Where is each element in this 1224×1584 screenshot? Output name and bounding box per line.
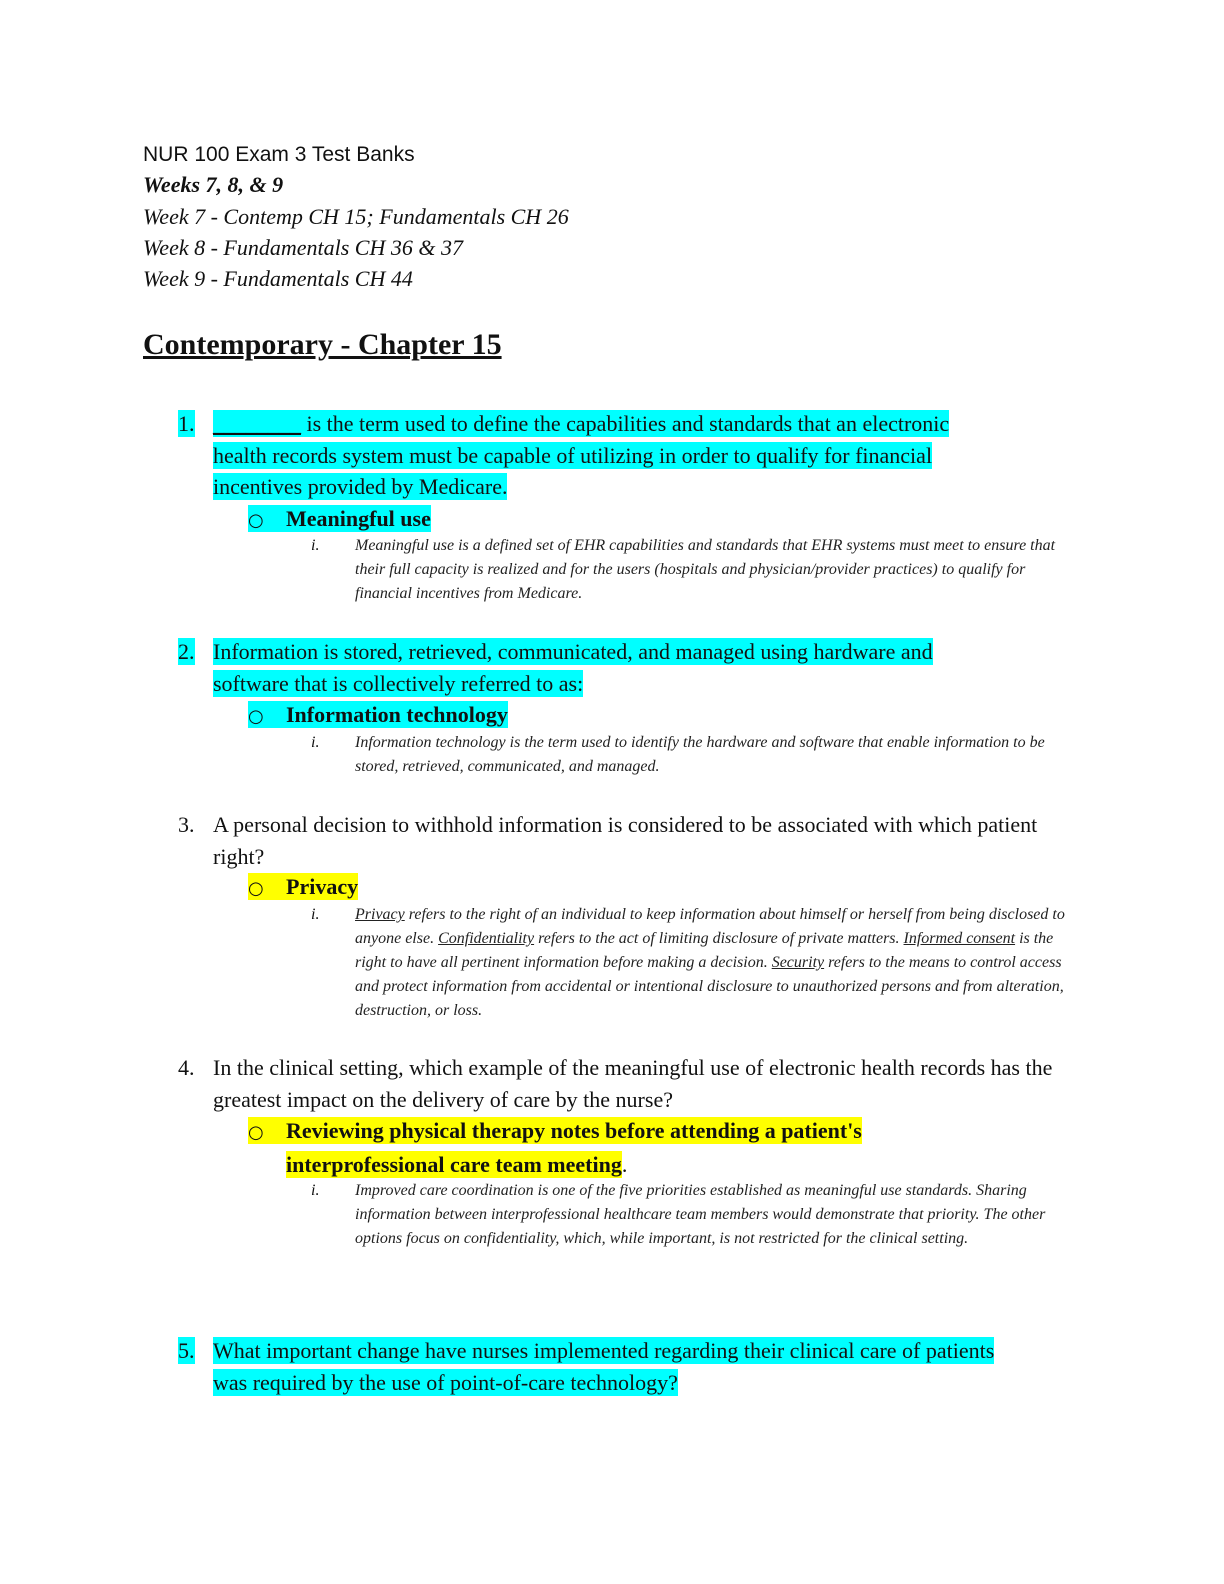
term-privacy: Privacy xyxy=(355,906,405,923)
answer: ○ Meaningful use xyxy=(248,503,948,537)
question-text: In the clinical setting, which example of the meaningful use of electronic health records has the greatest impact on the delivery of care by the nurse? xyxy=(213,1055,1053,1112)
week-9-line: Week 9 - Fundamentals CH 44 xyxy=(143,266,413,291)
term-security: Security xyxy=(771,954,825,971)
bullet-icon: ○ xyxy=(248,510,264,531)
rationale-number: i. xyxy=(311,537,320,554)
answer: ○ Reviewing physical therapy notes before attending a patient's interprofessional care team meeting. xyxy=(248,1118,862,1177)
rationale-number: i. xyxy=(311,734,320,751)
question-text: A personal decision to withhold information is considered to be associated with which patient right? xyxy=(213,812,1038,869)
answer: ○ Information technology xyxy=(248,699,948,733)
question-text: ________ is the term used to define the capabilities and standards that an electronic health records system must be capable of utilizing in order to qualify for financial incentives provided by Medicare. xyxy=(213,411,950,499)
rationale-number: i. xyxy=(311,906,320,923)
question-number: 4. xyxy=(178,1055,195,1080)
rationale: Privacy refers to the right of an individual to keep information about himself or herself from being disclosed to anyone else. Confidentiality refers to the act of limiting disclosure of private matters. Informed consent is the right to have all pertinent information before making a decision. Security refers to the means to control access and protect information from accidental or intentional disclosure to unauthorized persons and from alteration, destruction, or loss. xyxy=(355,906,1065,1019)
term-informed-consent: Informed consent xyxy=(903,930,1016,947)
chapter-heading: Contemporary - Chapter 15 xyxy=(143,328,502,361)
bullet-icon: ○ xyxy=(248,878,264,899)
week-8-line: Week 8 - Fundamentals CH 36 & 37 xyxy=(143,235,463,260)
rationale: Meaningful use is a defined set of EHR capabilities and standards that EHR systems must meet to ensure that their full capacity is realized and for the users (hospitals and physician/provider practices) to qualify for financial incentives from Medicare. xyxy=(355,537,1056,602)
weeks-range: Weeks 7, 8, & 9 xyxy=(143,172,284,197)
question-number: 3. xyxy=(178,812,195,837)
question-text: Information is stored, retrieved, communicated, and managed using hardware and software that is collectively referred to as: xyxy=(213,639,933,696)
question-number: 1. xyxy=(178,411,195,436)
bullet-icon: ○ xyxy=(248,706,264,727)
rationale: Improved care coordination is one of the five priorities established as meaningful use standards. Sharing information between interprofessional healthcare team members would demonstrate that priority. The other options focus on confidentiality, which, while important, is not restricted for the clinical setting. xyxy=(355,1182,1046,1247)
question-number: 5. xyxy=(178,1338,195,1363)
fill-in-blank: ________ xyxy=(213,411,301,436)
question-number: 2. xyxy=(178,639,195,664)
rationale: Information technology is the term used to identify the hardware and software that enable information to be stored, retrieved, communicated, and managed. xyxy=(355,734,1045,775)
document-title: NUR 100 Exam 3 Test Banks xyxy=(143,143,415,166)
bullet-icon: ○ xyxy=(248,1122,264,1143)
term-confidentiality: Confidentiality xyxy=(438,930,535,947)
week-7-line: Week 7 - Contemp CH 15; Fundamentals CH 26 xyxy=(143,204,569,229)
rationale-number: i. xyxy=(311,1182,320,1199)
question-text: What important change have nurses implemented regarding their clinical care of patients was required by the use of point-of-care technology? xyxy=(213,1338,995,1395)
answer: ○ Privacy xyxy=(248,871,948,905)
